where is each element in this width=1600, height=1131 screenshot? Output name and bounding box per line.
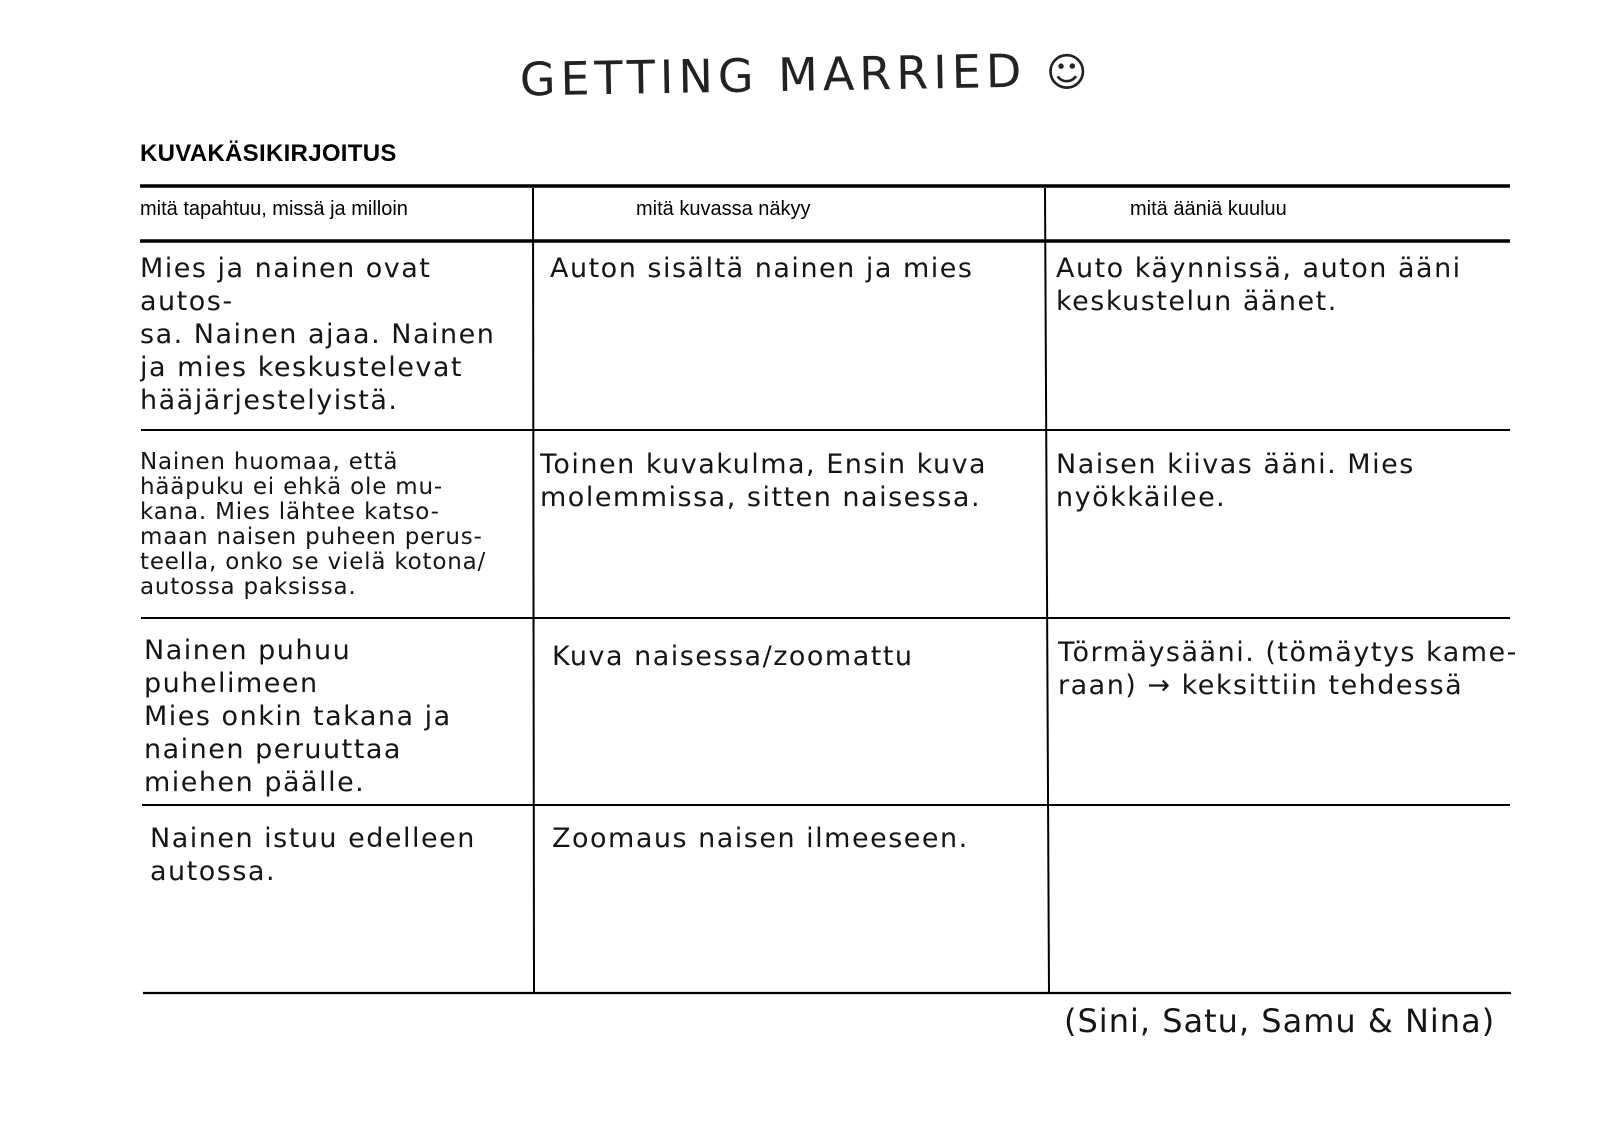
table-cell-event-2: Nainen huomaa, että hääpuku ei ehkä ole mu- kana. Mies lähtee katso- maan naisen puheen perus- teella, onko se vielä kotona/ autossa paksissa. (140, 450, 487, 600)
table-cell-event-1: Mies ja nainen ovat autos- sa. Nainen ajaa. Nainen ja mies keskustelevat hääjärjestelyistä. (140, 253, 496, 416)
table-cell-sound-2: Naisen kiivas ääni. Mies nyökkäilee. (1056, 449, 1415, 513)
column-header-event: mitä tapahtuu, missä ja milloin (140, 198, 408, 220)
document-heading: KUVAKÄSIKIRJOITUS (140, 140, 397, 167)
title-text: GETTING MARRIED (519, 43, 1027, 107)
column-divider (1045, 188, 1049, 994)
table-cell-event-4: Nainen istuu edelleen autossa. (150, 823, 476, 887)
column-header-visual: mitä kuvassa näkyy (636, 198, 811, 220)
table-cell-visual-3: Kuva naisessa/zoomattu (552, 641, 914, 672)
authors-signature: (Sini, Satu, Samu & Nina) (1064, 1002, 1496, 1040)
table-cell-sound-3: Törmäysääni. (tömäytys kame- raan) → keksittiin tehdessä (1058, 637, 1518, 701)
table-cell-visual-1: Auton sisältä nainen ja mies (550, 253, 974, 284)
table-cell-sound-1: Auto käynnissä, auton ääni keskustelun äänet. (1056, 253, 1462, 317)
table-cell-event-3: Nainen puhuu puhelimeen Mies onkin takana ja nainen peruuttaa miehen päälle. (144, 635, 452, 798)
column-header-sound: mitä ääniä kuuluu (1130, 198, 1287, 220)
table-cell-sound-4 (1058, 822, 1508, 990)
table-cell-visual-4: Zoomaus naisen ilmeeseen. (552, 823, 969, 854)
smiley-icon: ☺ (1045, 49, 1088, 97)
table-cell-visual-2: Toinen kuvakulma, Ensin kuva molemmissa, sitten naisessa. (540, 449, 988, 513)
